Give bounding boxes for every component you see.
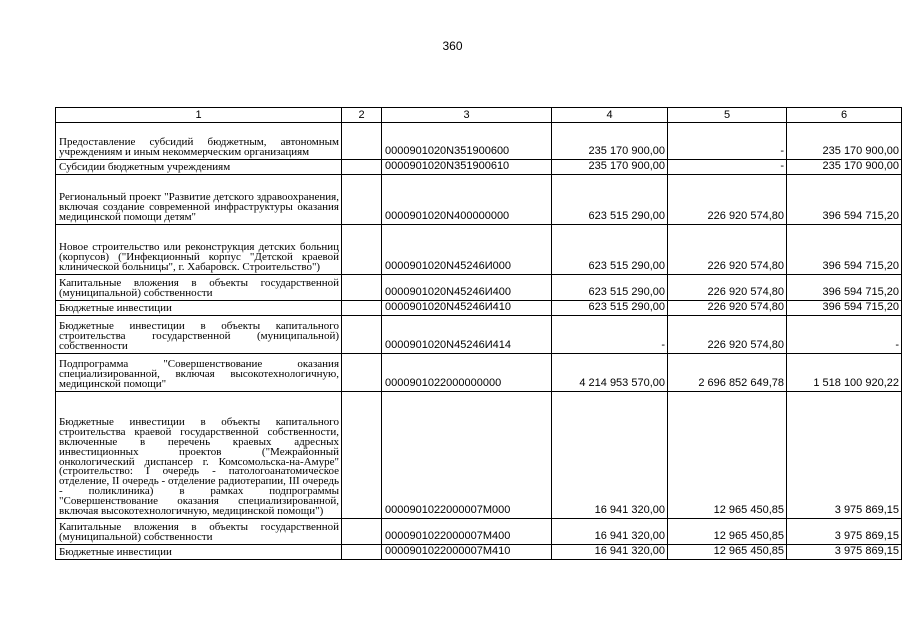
row-name-cell: Подпрограмма "Совершенствование оказания специализированной, включая высокотехнологичную, медицинской помощи" (56, 354, 342, 392)
row-value-col5: - (668, 160, 787, 175)
row-value-col5: 226 920 574,80 (668, 316, 787, 354)
row-name-cell: Бюджетные инвестиции в объекты капитального строительства государственной (муниципальной) собственности (56, 316, 342, 354)
row-value-col4: 235 170 900,00 (552, 160, 668, 175)
budget-table (55, 107, 902, 560)
table-row (56, 316, 902, 354)
row-code-cell: 0000901022000007М400 (382, 519, 552, 545)
row-value-col6: 396 594 715,20 (787, 301, 902, 316)
column-header: 2 (342, 108, 382, 123)
row-col2-cell (342, 123, 382, 160)
row-code-cell: 0000901020N400000000 (382, 175, 552, 225)
column-header: 3 (382, 108, 552, 123)
table-row (56, 275, 902, 301)
row-col2-cell (342, 519, 382, 545)
row-value-col6: 235 170 900,00 (787, 160, 902, 175)
row-value-col6: 235 170 900,00 (787, 123, 902, 160)
column-header: 1 (56, 108, 342, 123)
row-value-col5: 226 920 574,80 (668, 225, 787, 275)
row-name-cell: Бюджетные инвестиции (56, 301, 342, 316)
row-col2-cell (342, 316, 382, 354)
row-col2-cell (342, 175, 382, 225)
row-value-col6: 1 518 100 920,22 (787, 354, 902, 392)
row-value-col6: 396 594 715,20 (787, 275, 902, 301)
row-name-cell: Новое строительство или реконструкция детских больниц (корпусов) ("Инфекционный корпус "Детской краевой клинической больницы", г. Хабаровск. Строительство") (56, 225, 342, 275)
row-value-col4: 235 170 900,00 (552, 123, 668, 160)
table-row (56, 301, 902, 316)
row-code-cell: 0000901020N45246И414 (382, 316, 552, 354)
row-code-cell: 0000901020N45246И000 (382, 225, 552, 275)
row-value-col5: 226 920 574,80 (668, 275, 787, 301)
table-row (56, 175, 902, 225)
row-value-col4: 16 941 320,00 (552, 392, 668, 519)
row-value-col4: 16 941 320,00 (552, 519, 668, 545)
table-row (56, 392, 902, 519)
row-value-col4: - (552, 316, 668, 354)
row-value-col5: 12 965 450,85 (668, 545, 787, 560)
row-code-cell: 0000901020N45246И400 (382, 275, 552, 301)
row-value-col4: 623 515 290,00 (552, 301, 668, 316)
row-value-col5: 12 965 450,85 (668, 519, 787, 545)
row-value-col4: 623 515 290,00 (552, 175, 668, 225)
column-header: 5 (668, 108, 787, 123)
row-name-cell: Капитальные вложения в объекты государственной (муниципальной) собственности (56, 519, 342, 545)
row-code-cell: 0000901022000007М000 (382, 392, 552, 519)
row-name-cell: Предоставление субсидий бюджетным, автономным учреждениям и иным некоммерческим организациям (56, 123, 342, 160)
row-value-col5: 226 920 574,80 (668, 175, 787, 225)
row-col2-cell (342, 225, 382, 275)
row-value-col5: 2 696 852 649,78 (668, 354, 787, 392)
row-value-col4: 16 941 320,00 (552, 545, 668, 560)
row-code-cell: 0000901020N45246И410 (382, 301, 552, 316)
column-number-row (56, 108, 902, 123)
row-value-col6: - (787, 316, 902, 354)
table-row (56, 545, 902, 560)
row-name-cell: Капитальные вложения в объекты государственной (муниципальной) собственности (56, 275, 342, 301)
row-value-col6: 396 594 715,20 (787, 175, 902, 225)
row-col2-cell (342, 160, 382, 175)
row-col2-cell (342, 392, 382, 519)
table-row (56, 519, 902, 545)
table-row (56, 160, 902, 175)
row-col2-cell (342, 545, 382, 560)
row-value-col4: 623 515 290,00 (552, 275, 668, 301)
row-value-col4: 623 515 290,00 (552, 225, 668, 275)
row-value-col6: 3 975 869,15 (787, 519, 902, 545)
row-name-cell: Бюджетные инвестиции (56, 545, 342, 560)
row-value-col6: 3 975 869,15 (787, 545, 902, 560)
row-value-col4: 4 214 953 570,00 (552, 354, 668, 392)
row-value-col5: 12 965 450,85 (668, 392, 787, 519)
column-header: 4 (552, 108, 668, 123)
row-code-cell: 0000901022000000000 (382, 354, 552, 392)
row-name-cell: Субсидии бюджетным учреждениям (56, 160, 342, 175)
page-number: 360 (442, 39, 463, 53)
row-value-col6: 3 975 869,15 (787, 392, 902, 519)
table-row (56, 354, 902, 392)
row-col2-cell (342, 354, 382, 392)
row-value-col5: - (668, 123, 787, 160)
table-row (56, 225, 902, 275)
row-col2-cell (342, 275, 382, 301)
row-col2-cell (342, 301, 382, 316)
column-header: 6 (787, 108, 902, 123)
table-row (56, 123, 902, 160)
row-code-cell: 0000901020N351900600 (382, 123, 552, 160)
row-name-cell: Региональный проект "Развитие детского здравоохранения, включая создание современной инфраструктуры оказания медицинской помощи детям" (56, 175, 342, 225)
row-name-cell: Бюджетные инвестиции в объекты капитального строительства краевой государственной собственности, включенные в перечень краевых адресных инвестиционных проектов ("Межрайонный онкологический диспансер г. Комсомольска-на-Амуре" (строительство: I очередь - патологоанатомическое отделение, II очередь - отделение радиотерапии, III очередь - поликлиника) в рамках подпрограммы "Совершенствование оказания специализированной, включая высокотехнологичную, медицинской помощи") (56, 392, 342, 519)
budget-table-body (56, 108, 902, 560)
row-value-col6: 396 594 715,20 (787, 225, 902, 275)
row-code-cell: 0000901022000007М410 (382, 545, 552, 560)
row-value-col5: 226 920 574,80 (668, 301, 787, 316)
row-code-cell: 0000901020N351900610 (382, 160, 552, 175)
